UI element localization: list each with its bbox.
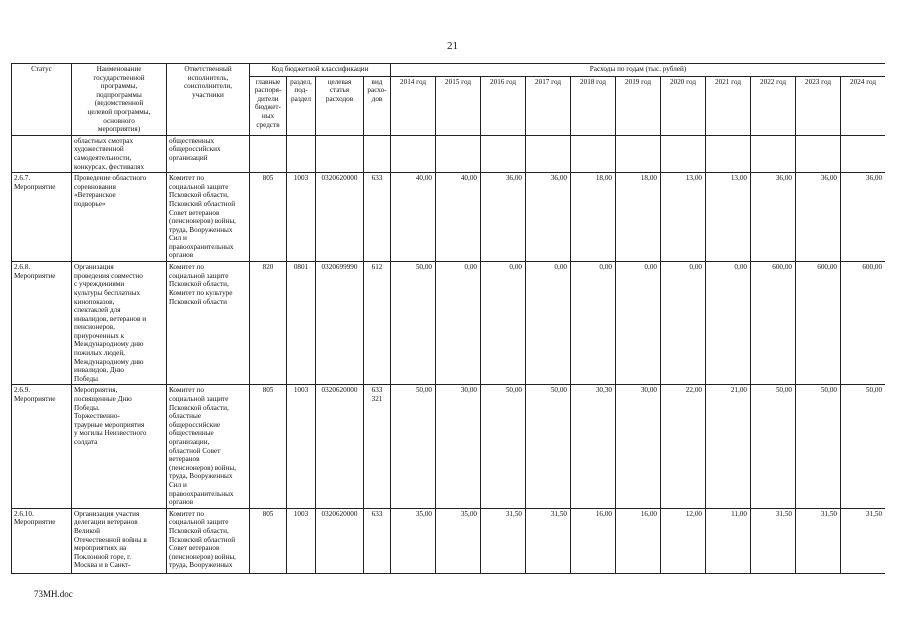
- row-year-value: 30,00: [436, 385, 481, 508]
- row-type: 633: [364, 508, 391, 573]
- row-type: 633: [364, 173, 391, 262]
- row-section: 1003: [287, 508, 316, 573]
- row-status: [12, 135, 72, 172]
- row-year-value: 36,00: [481, 173, 526, 262]
- row-year-value: 50,00: [391, 262, 436, 385]
- row-section: 0801: [287, 262, 316, 385]
- row-year-value: 36,00: [751, 173, 796, 262]
- header-budget-code: Код бюджетной классификации: [250, 64, 391, 77]
- row-status: 2.6.8. Мероприятие: [12, 262, 72, 385]
- row-executor: общественных общероссийских организаций: [167, 135, 250, 172]
- row-year-value: 50,00: [841, 385, 886, 508]
- row-year-value: [706, 135, 751, 172]
- header-executor: Ответственный исполнитель, соисполнители, участники: [167, 64, 250, 136]
- header-year: 2021 год: [706, 76, 751, 135]
- row-name: Мероприятия, посвященные Дню Победы. Торжественно- траурные мероприятия у могилы Неизвестного солдата: [72, 385, 167, 508]
- row-status: 2.6.9. Мероприятие: [12, 385, 72, 508]
- row-year-value: 600,00: [751, 262, 796, 385]
- header-year: 2023 год: [796, 76, 841, 135]
- header-year: 2019 год: [616, 76, 661, 135]
- row-grbs: 820: [250, 262, 287, 385]
- row-year-value: 36,00: [526, 173, 571, 262]
- row-year-value: [571, 135, 616, 172]
- header-target: целевая статья расходов: [316, 76, 364, 135]
- row-grbs: 805: [250, 385, 287, 508]
- row-year-value: 31,50: [796, 508, 841, 573]
- row-year-value: [661, 135, 706, 172]
- row-executor: Комитет по социальной защите Псковской области, Комитет по культуре Псковской области: [167, 262, 250, 385]
- row-target: 0320699990: [316, 262, 364, 385]
- row-year-value: 36,00: [841, 173, 886, 262]
- row-year-value: 31,50: [526, 508, 571, 573]
- header-year: 2017 год: [526, 76, 571, 135]
- row-year-value: 31,50: [751, 508, 796, 573]
- row-year-value: 30,00: [616, 385, 661, 508]
- row-year-value: 0,00: [481, 262, 526, 385]
- header-year: 2022 год: [751, 76, 796, 135]
- row-target: 0320620000: [316, 173, 364, 262]
- row-year-value: 30,30: [571, 385, 616, 508]
- row-year-value: 0,00: [661, 262, 706, 385]
- budget-table: [11, 63, 885, 574]
- table-row: [12, 262, 886, 385]
- row-name: Организация проведения совместно с учреждениями культуры бесплатных кинопоказов, спектаклей для инвалидов, ветеранов и пенсионеров, приуроченных к Международному дню пожилых людей, Международному дню инвалидов, Дню Победы: [72, 262, 167, 385]
- header-type: вид расхо- дов: [364, 76, 391, 135]
- row-grbs: 805: [250, 508, 287, 573]
- row-year-value: 18,00: [571, 173, 616, 262]
- row-year-value: 40,00: [391, 173, 436, 262]
- row-year-value: [526, 135, 571, 172]
- row-year-value: 16,00: [571, 508, 616, 573]
- row-year-value: 13,00: [706, 173, 751, 262]
- row-section: 1003: [287, 173, 316, 262]
- row-year-value: 600,00: [796, 262, 841, 385]
- row-name: Организация участия делегации ветеранов Великой Отечественной войны в мероприятиях на Поклонной горе, г. Москва и в Санкт-: [72, 508, 167, 573]
- header-year: 2024 год: [841, 76, 886, 135]
- header-year: 2016 год: [481, 76, 526, 135]
- row-year-value: 13,00: [661, 173, 706, 262]
- row-section: 1003: [287, 385, 316, 508]
- row-type: 633 321: [364, 385, 391, 508]
- row-name: Проведение областного соревнования «Ветеранское подворье»: [72, 173, 167, 262]
- row-year-value: 50,00: [796, 385, 841, 508]
- budget-table-container: [11, 63, 885, 585]
- row-executor: Комитет по социальной защите Псковской области, Псковский областной Совет ветеранов (пенсионеров) войны, труда, Вооруженных: [167, 508, 250, 573]
- row-year-value: [391, 135, 436, 172]
- row-year-value: 35,00: [436, 508, 481, 573]
- table-row: [12, 173, 886, 262]
- row-year-value: 50,00: [391, 385, 436, 508]
- header-year: 2020 год: [661, 76, 706, 135]
- row-type: [364, 135, 391, 172]
- row-name: областных смотрах художественной самодеятельности, конкурсах, фестивалях: [72, 135, 167, 172]
- row-year-value: 50,00: [751, 385, 796, 508]
- row-type: 612: [364, 262, 391, 385]
- row-year-value: [796, 135, 841, 172]
- row-year-value: 0,00: [571, 262, 616, 385]
- row-status: 2.6.10. Мероприятие: [12, 508, 72, 573]
- row-year-value: [841, 135, 886, 172]
- header-row-1: [12, 64, 886, 77]
- row-executor: Комитет по социальной защите Псковской области, областные общероссийские общественные организации, областной Совет ветеранов (пенсионеров) войны, труда, Вооруженных Сил и правоохранительных органов: [167, 385, 250, 508]
- page-number: 21: [447, 40, 458, 52]
- header-section: раздел, под- раздел: [287, 76, 316, 135]
- header-status: Статус: [12, 64, 72, 136]
- header-year: 2014 год: [391, 76, 436, 135]
- row-year-value: 21,00: [706, 385, 751, 508]
- row-year-value: 40,00: [436, 173, 481, 262]
- row-year-value: 0,00: [706, 262, 751, 385]
- row-year-value: 600,00: [841, 262, 886, 385]
- header-expenses: Расходы по годам (тыс. рублей): [391, 64, 886, 77]
- table-row: [12, 508, 886, 573]
- row-year-value: 31,50: [481, 508, 526, 573]
- row-grbs: [250, 135, 287, 172]
- header-year: 2018 год: [571, 76, 616, 135]
- row-year-value: 35,00: [391, 508, 436, 573]
- row-year-value: [616, 135, 661, 172]
- row-year-value: 22,00: [661, 385, 706, 508]
- row-year-value: [751, 135, 796, 172]
- row-target: 0320620000: [316, 508, 364, 573]
- header-name: Наименование государственной программы, подпрограммы (ведомственной целевой программы, основного мероприятия): [72, 64, 167, 136]
- row-status: 2.6.7. Мероприятие: [12, 173, 72, 262]
- row-year-value: 31,50: [841, 508, 886, 573]
- row-year-value: [436, 135, 481, 172]
- header-grbs: главные распоря- дители бюджет- ных средств: [250, 76, 287, 135]
- row-section: [287, 135, 316, 172]
- row-year-value: 50,00: [481, 385, 526, 508]
- row-year-value: 11,00: [706, 508, 751, 573]
- table-body: [12, 135, 886, 573]
- row-year-value: 12,00: [661, 508, 706, 573]
- row-year-value: 50,00: [526, 385, 571, 508]
- table-row: [12, 385, 886, 508]
- header-year: 2015 год: [436, 76, 481, 135]
- row-year-value: 36,00: [796, 173, 841, 262]
- footer-filename: 73МН.doc: [34, 589, 73, 599]
- row-year-value: 0,00: [526, 262, 571, 385]
- row-year-value: 0,00: [436, 262, 481, 385]
- row-year-value: 18,00: [616, 173, 661, 262]
- row-grbs: 805: [250, 173, 287, 262]
- row-target: 0320620000: [316, 385, 364, 508]
- row-executor: Комитет по социальной защите Псковской области, Псковский областной Совет ветеранов (пенсионеров) войны, труда, Вооруженных Сил и правоохранительных органов: [167, 173, 250, 262]
- table-row: [12, 135, 886, 172]
- row-year-value: [481, 135, 526, 172]
- row-year-value: 0,00: [616, 262, 661, 385]
- row-year-value: 16,00: [616, 508, 661, 573]
- row-target: [316, 135, 364, 172]
